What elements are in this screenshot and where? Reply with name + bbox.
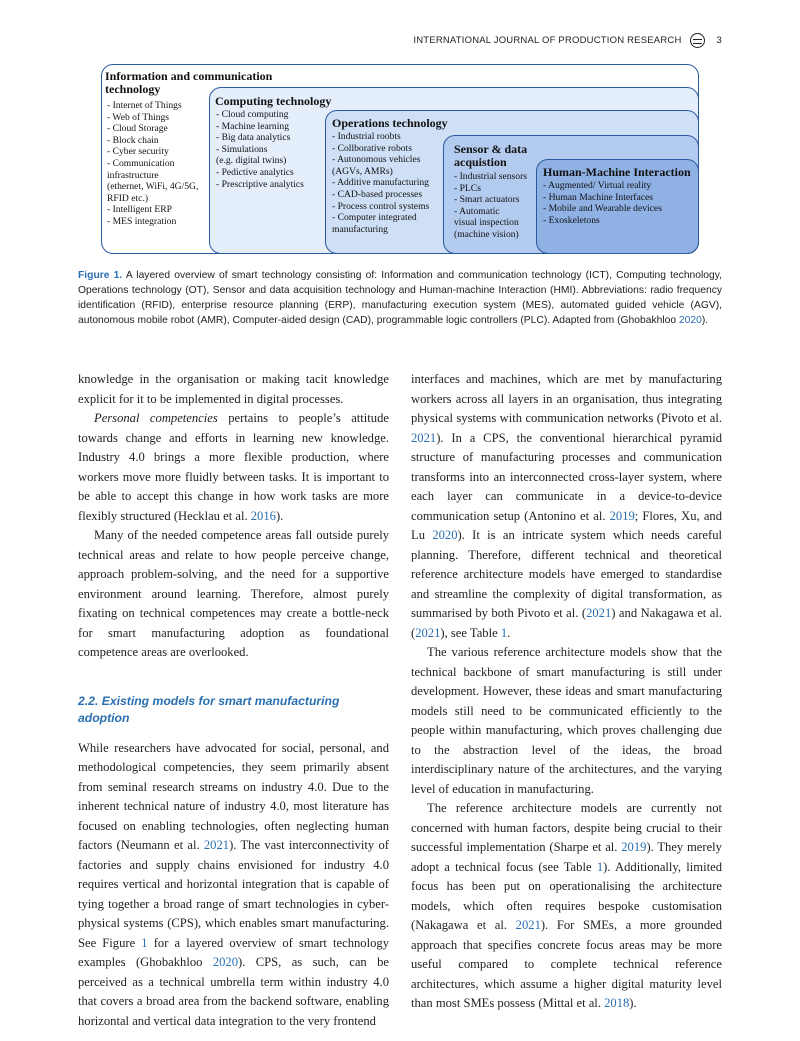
paragraph-text: for a layered overview of smart technology examples (Ghobakhloo: [78, 935, 389, 969]
citation-link[interactable]: 2021: [415, 625, 441, 640]
caption-label: Figure 1.: [78, 270, 123, 281]
computing-title: Computing technology: [215, 94, 332, 108]
list-item: manufacturing: [332, 223, 388, 235]
list-item: (ethernet, WiFi, 4G/5G,: [107, 181, 199, 193]
paragraph-text: ).: [275, 508, 284, 523]
citation-link[interactable]: 2019: [621, 840, 647, 854]
caption-text: A layered overview of smart technology consisting of: Information and communication technology (ICT), Computing technology, Operations technology (OT), Sensor and data acquisition technology and Human-machine Interaction (HMI). Abbreviations: radio frequency identification (RFID), enterprise resource planning (ERP), manufacturing execution system (MES), automated guided vehicle (AGV), autonomous mobile robot (AMR), Computer-aided design (CAD), programmable logic controllers (PLC). Adapted from (Ghobakhloo: [78, 270, 722, 326]
citation-link[interactable]: 2018: [604, 996, 630, 1010]
paragraph-text: The reference architecture models are currently not concerned with human factors, despite being crucial to their successful implementation (Sharpe et al.: [411, 801, 722, 854]
list-item: - Augmented/ Virtual reality: [543, 180, 652, 191]
paragraph: knowledge in the organisation or making tacit knowledge explicit for it to be implemented in digital processes.: [78, 372, 389, 406]
citation-link[interactable]: 2020: [212, 955, 239, 969]
running-head: [413, 33, 722, 48]
list-item: - CAD-based processes: [332, 188, 423, 200]
list-item: (e.g. digital twins): [216, 155, 287, 167]
paragraph-text: ). In a CPS, the conventional hierarchical pyramid structure of manufacturing processes and communication transforms into an interconnected cross-layer system, where each layer can communicate in a device-to-device communication setup (Antonino et al.: [411, 430, 722, 523]
list-item: - Smart actuators: [454, 194, 520, 206]
paragraph-text: ).: [629, 996, 637, 1010]
journal-name: INTERNATIONAL JOURNAL OF PRODUCTION RESEARCH: [413, 35, 682, 46]
operations-list: [332, 131, 429, 235]
paragraph-text: ). For SMEs, a more grounded approach that specifies concrete focus areas may be more useful compared to complete technical reference architectures, which assume a higher digital maturity level than most SMEs possess (Mittal et al.: [411, 918, 723, 1010]
paragraph: [78, 739, 389, 1032]
figure-link[interactable]: 1: [141, 935, 148, 950]
page-number: 3: [716, 35, 722, 46]
paragraph-text: ), see Table: [440, 625, 501, 640]
list-item: - Industrial roobts: [332, 131, 401, 142]
list-item: - Machine learning: [216, 120, 289, 132]
list-item: - Process control systems: [332, 200, 430, 212]
list-item: (AGVs, AMRs): [332, 165, 393, 177]
list-item: - Big data analytics: [216, 132, 291, 144]
list-item: RFID etc.): [107, 192, 149, 204]
left-column: [78, 370, 389, 1031]
figure-caption: [78, 268, 722, 328]
figure-1: [101, 64, 699, 254]
paragraph-text: interfaces and machines, which are met by manufacturing workers across all layers in an organisation, thus integrating physical systems with communication networks (Pivoto et al.: [411, 372, 722, 425]
paragraph: [78, 409, 389, 526]
list-item: - Web of Things: [107, 111, 170, 123]
citation-link[interactable]: 2021: [515, 918, 541, 932]
list-item: - Industrial sensors: [454, 171, 528, 182]
ict-title: Information and communication technology: [105, 69, 273, 96]
emphasis: Personal competencies: [94, 411, 218, 425]
hmi-list: [543, 180, 662, 226]
list-item: infrastructure: [107, 169, 159, 181]
citation-link[interactable]: 2021: [203, 838, 230, 852]
list-item: - Exoskeletons: [543, 214, 600, 226]
list-item: - Internet of Things: [107, 100, 182, 111]
paragraph: Many of the needed competence areas fall outside purely technical areas and relate to how people perceive change, approach problem-solving, and the need for a supportive environment around learning. Therefore, almost purely fixating on technical competences may create a bottle-neck for smart manufacturing adoption as foundational competence areas are overlooked.: [78, 528, 389, 659]
paragraph-text: ) and Nakagawa et al. (: [411, 606, 722, 640]
hmi-title: Human-Machine Interaction: [543, 165, 691, 179]
list-item: - Cloud Storage: [107, 123, 168, 135]
paragraph-text: ). The vast interconnectivity of factories and supply chains envisioned for industry 4.0 requires vertical and horizontal integration that is capable of tying together a broad range of smart technologies in cyber-physical systems (CPS), which enables smart manufacturing. See Figure: [78, 838, 389, 950]
list-item: - PLCs: [454, 182, 481, 194]
list-item: - Pedictive analytics: [216, 166, 294, 178]
citation-link[interactable]: 2020: [432, 528, 458, 542]
right-column: [411, 370, 722, 1014]
operations-title: Operations technology: [332, 116, 448, 130]
citation-link[interactable]: 2016: [250, 508, 276, 523]
paragraph-text: ). It is an intricate system which needs careful planning. Therefore, different technical and theoretical reference architecture models have emerged to standardise and streamline the complexity of digital transformation, as summarised by both Pivoto et al. (: [411, 528, 722, 620]
list-item: - Simulations: [216, 143, 268, 155]
list-item: - Intelligent ERP: [107, 204, 173, 216]
list-item: - Autonomous vehicles: [332, 154, 421, 166]
list-item: - Prescriptive analytics: [216, 178, 304, 190]
paragraph-text: ; Flores, Xu, and Lu: [411, 508, 722, 542]
table-link[interactable]: 1: [500, 625, 508, 640]
list-item: - Additive manufacturing: [332, 177, 429, 189]
sensor-title: Sensor & data acquistion: [454, 142, 528, 169]
list-item: (machine vision): [454, 228, 519, 240]
list-item: - MES integration: [107, 215, 177, 227]
list-item: - Mobile and Wearable devices: [543, 203, 662, 215]
list-item: - Block chain: [107, 134, 159, 146]
paragraph-text: ). CPS, as such, can be perceived as a technical umbrella term within industry 4.0 that covers a broad area from the backend software, enabling horizontal and vertical data integration to the very frontend: [78, 955, 390, 1028]
table-link[interactable]: 1: [596, 859, 604, 874]
list-item: - Communication: [107, 157, 175, 169]
list-item: - Human Machine Interfaces: [543, 191, 654, 203]
paragraph: [411, 370, 722, 643]
computing-list: [216, 109, 304, 190]
paragraph-text: ). They merely adopt a technical focus (see Table: [411, 840, 722, 874]
citation-link[interactable]: 2021: [586, 606, 612, 620]
paragraph-text: pertains to people’s attitude towards change and efforts in learning new knowledge. Industry 4.0 brings a more flexible production, where workers move more fluidly between tasks. It is important to be able to accept this change in how work tasks are more flexibly structured (Hecklau et al.: [78, 411, 389, 523]
list-item: - Cyber security: [107, 146, 169, 158]
paragraph: [411, 799, 722, 1014]
list-item: visual inspection: [454, 217, 519, 229]
caption-end: ).: [701, 315, 709, 326]
list-item: - Collborative robots: [332, 142, 412, 154]
paragraph-text: While researchers have advocated for social, personal, and methodological competencies, they seem primarily absent from seminal research streams on industry 4.0. Due to the inherent technical nature of industry 4.0, most literature has focused on enabling technologies, often neglecting human factors (Neumann et al.: [78, 740, 389, 852]
list-item: - Cloud computing: [216, 109, 289, 120]
citation-link[interactable]: 2019: [609, 508, 635, 523]
journal-logo-icon: [690, 33, 705, 48]
ict-list: [107, 100, 198, 228]
list-item: - Automatic: [454, 205, 500, 217]
list-item: - Computer integrated: [332, 212, 417, 224]
paragraph-text: .: [507, 625, 511, 640]
section-heading: 2.2. Existing models for smart manufacturing adoption: [78, 693, 340, 725]
citation-link[interactable]: 2020: [678, 315, 702, 326]
paragraph: The various reference architecture models show that the technical backbone of smart manufacturing is still under development. However, these ideas and smart manufacturing models still need to be communicated efficiently to the people within manufacturing, which proves challenging due to the abstraction level of the ideas, the broad interdisciplinary nature of the architectures, and the varying level of education in manufacturing.: [411, 645, 722, 796]
sensor-list: [454, 171, 527, 241]
citation-link[interactable]: 2021: [411, 430, 437, 445]
paragraph-text: ). Additionally, limited focus has been put on operationalising the architecture models, which often requires bespoke customisation (Nakagawa et al.: [411, 859, 722, 932]
